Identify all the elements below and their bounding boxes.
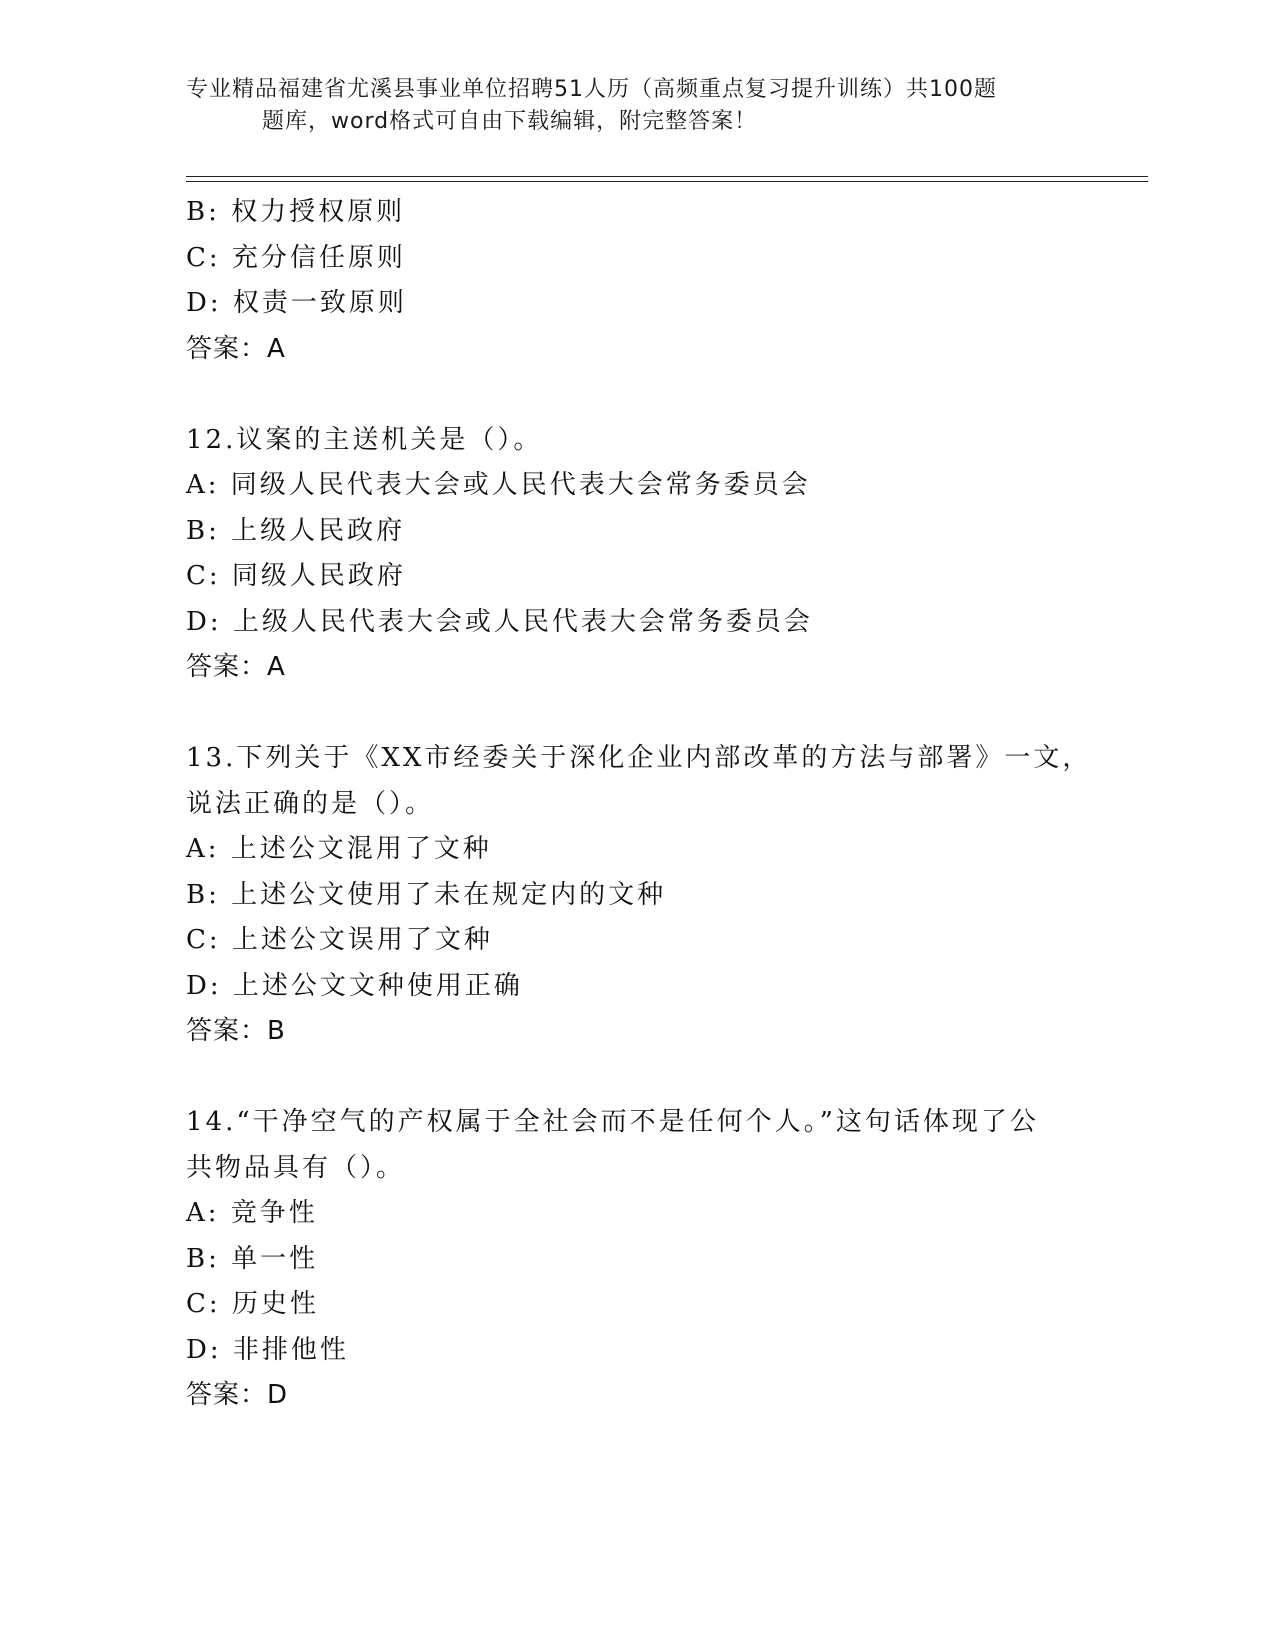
answer-line: 答案：A [186, 333, 286, 364]
question-text: 12.议案的主送机关是（）。 [186, 424, 543, 455]
spacer [186, 372, 1086, 418]
option-a: A: 竞争性 [186, 1198, 318, 1228]
header-title-line-1: 专业精品福建省尤溪县事业单位招聘51人历（高频重点复习提升训练）共100题 [186, 77, 997, 102]
question-text-line-1: 13.下列关于《XX市经委关于深化企业内部改革的方法与部署》一文， [186, 743, 1092, 773]
question-14 [186, 1100, 1086, 1419]
answer-line: 答案：D [186, 1380, 289, 1410]
answer-line: 答案：A [186, 652, 286, 682]
header-rule-bottom [186, 181, 1148, 182]
option-a: A: 上述公文混用了文种 [186, 834, 492, 864]
question-13 [186, 736, 1092, 1055]
option-b: B: 上述公文使用了未在规定内的文种 [186, 879, 667, 910]
question-text-line-2: 说法正确的是（）。 [186, 788, 435, 819]
option-c: C: 上述公文误用了文种 [186, 925, 493, 955]
spacer [186, 1055, 1086, 1101]
option-b: B: 权力授权原则 [186, 197, 406, 227]
option-a: A: 同级人民代表大会或人民代表大会常务委员会 [186, 470, 811, 500]
option-d: D: 上述公文文种使用正确 [186, 970, 523, 1001]
spacer [186, 691, 1086, 737]
option-d: D: 非排他性 [186, 1334, 349, 1365]
option-c: C: 充分信任原则 [186, 242, 406, 273]
header-title-line-2: 题库，word格式可自由下载编辑，附完整答案！ [262, 109, 758, 134]
answer-line: 答案：B [186, 1016, 286, 1046]
question-12 [186, 418, 1086, 691]
question-list [186, 190, 1092, 1419]
question-text-line-2: 共物品具有（）。 [186, 1152, 406, 1183]
option-d: D: 上级人民代表大会或人民代表大会常务委员会 [186, 606, 813, 637]
option-b: B: 上级人民政府 [186, 515, 406, 546]
header-rule-top [186, 176, 1148, 177]
option-d: D: 权责一致原则 [186, 288, 407, 318]
option-c: C: 同级人民政府 [186, 561, 406, 591]
option-b: B: 单一性 [186, 1243, 319, 1274]
document-header [186, 74, 1066, 138]
option-c: C: 历史性 [186, 1289, 319, 1319]
question-11-partial [186, 190, 1086, 372]
question-text-line-1: 14.“干净空气的产权属于全社会而不是任何个人。”这句话体现了公 [186, 1107, 1039, 1137]
